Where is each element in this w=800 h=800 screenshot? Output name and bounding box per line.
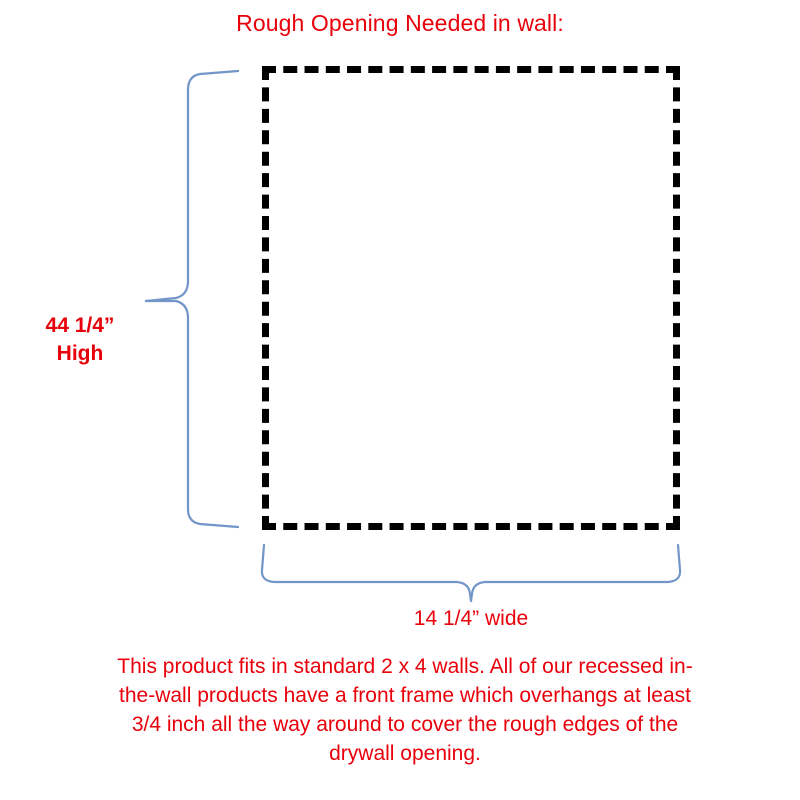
- rough-opening-outline: [262, 66, 680, 530]
- height-dimension-value: 44 1/4”: [45, 314, 115, 337]
- height-dimension-unit: High: [56, 342, 104, 365]
- height-dimension-label: [20, 312, 140, 368]
- width-dimension-label: 14 1/4” wide: [413, 607, 529, 630]
- product-fit-note: This product fits in standard 2 x 4 walls. All of our recessed in-the-wall products have a front frame which overhangs at least 3/4 inch all the way around to cover the rough edges of the drywall opening.: [117, 655, 693, 765]
- height-brace-icon: [146, 71, 238, 527]
- width-brace-icon: [262, 545, 680, 601]
- diagram-title: Rough Opening Needed in wall:: [236, 10, 564, 36]
